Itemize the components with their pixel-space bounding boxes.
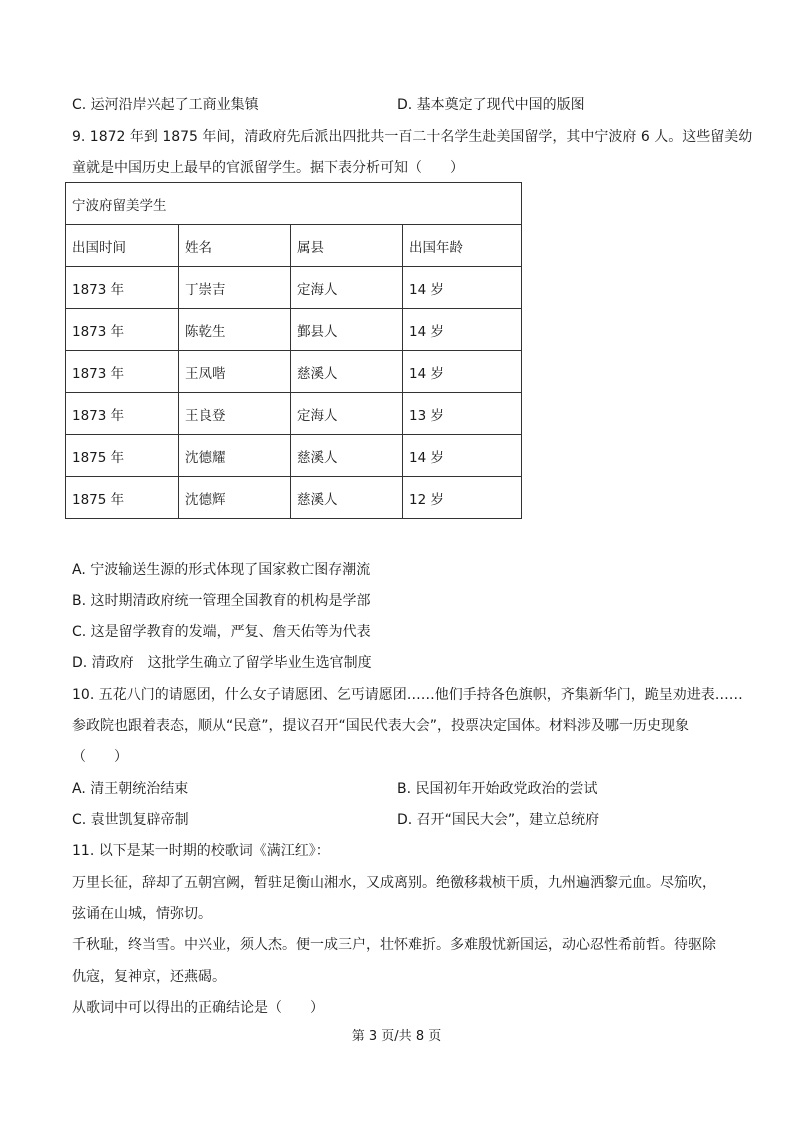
table-cell: 14 岁 xyxy=(403,267,522,309)
table-cell: 王良登 xyxy=(179,393,291,435)
table-cell: 1873 年 xyxy=(66,309,179,351)
table-title-row xyxy=(66,183,522,225)
table-cell: 沈德耀 xyxy=(179,435,291,477)
table-cell: 慈溪人 xyxy=(291,477,403,519)
q10-stem-line1: 10. 五花八门的请愿团，什么女子请愿团、乞丐请愿团……他们手持各色旗帜，齐集新华门，跪呈劝进表…… xyxy=(72,687,743,703)
q11-question: 从歌词中可以得出的正确结论是（ ） xyxy=(72,1000,324,1016)
header-cell: 出国时间 xyxy=(66,225,179,267)
table-row xyxy=(66,351,522,393)
table-cell: 定海人 xyxy=(291,267,403,309)
students-table xyxy=(65,182,522,519)
table-cell: 1873 年 xyxy=(66,267,179,309)
option-c-prev: C. 运河沿岸兴起了工商业集镇 xyxy=(72,97,259,113)
q10-stem-line2: 参政院也跟着表态，顺从“民意”，提议召开“国民代表大会”，投票决定国体。材料涉及哪一历史现象 xyxy=(72,718,690,734)
q11-lyric-line3: 千秋耻，终当雪。中兴业，须人杰。便一成三户，壮怀难折。多难殷忧新国运，动心忍性希前哲。待驱除 xyxy=(72,937,716,953)
table-row xyxy=(66,309,522,351)
table-cell: 14 岁 xyxy=(403,351,522,393)
header-cell: 姓名 xyxy=(179,225,291,267)
q11-stem: 11. 以下是某一时期的校歌词《满江红》： xyxy=(72,843,330,859)
q11-lyric-line1: 万里长征，辞却了五朝宫阙，暂驻足衡山湘水，又成离别。绝徼移栽桢干质，九州遍洒黎元血。尽笳吹， xyxy=(72,875,716,891)
table-cell: 沈德辉 xyxy=(179,477,291,519)
option-d-prev: D. 基本奠定了现代中国的版图 xyxy=(397,97,585,113)
table-header-row xyxy=(66,225,522,267)
q10-option-a: A. 清王朝统治结束 xyxy=(72,781,189,797)
table-row xyxy=(66,477,522,519)
q10-stem-line3: （ ） xyxy=(72,749,128,765)
q11-lyric-line4: 仇寇，复神京，还燕碣。 xyxy=(72,969,226,985)
table-cell: 1873 年 xyxy=(66,393,179,435)
table-row xyxy=(66,435,522,477)
table-cell: 定海人 xyxy=(291,393,403,435)
q10-option-d: D. 召开“国民大会”，建立总统府 xyxy=(397,812,600,828)
q9-option-a: A. 宁波输送生源的形式体现了国家救亡图存潮流 xyxy=(72,562,371,578)
table-cell: 14 岁 xyxy=(403,309,522,351)
q10-option-b: B. 民国初年开始政党政治的尝试 xyxy=(397,781,598,797)
table-cell: 陈乾生 xyxy=(179,309,291,351)
header-cell: 属县 xyxy=(291,225,403,267)
table-cell: 慈溪人 xyxy=(291,435,403,477)
q9-option-b: B. 这时期清政府统一管理全国教育的机构是学部 xyxy=(72,593,371,609)
header-cell: 出国年龄 xyxy=(403,225,522,267)
q9-option-c: C. 这是留学教育的发端，严复、詹天佑等为代表 xyxy=(72,624,371,640)
q11-lyric-line2: 弦诵在山城，情弥切。 xyxy=(72,906,212,922)
table-row xyxy=(66,393,522,435)
table-cell: 慈溪人 xyxy=(291,351,403,393)
table-cell: 12 岁 xyxy=(403,477,522,519)
table-cell: 王凤喈 xyxy=(179,351,291,393)
q9-stem-line2: 童就是中国历史上最早的官派留学生。据下表分析可知（ ） xyxy=(72,160,464,176)
table-title: 宁波府留美学生 xyxy=(66,183,522,225)
table-cell: 1875 年 xyxy=(66,435,179,477)
page-footer: 第 3 页/共 8 页 xyxy=(351,1029,442,1044)
q9-stem-line1: 9. 1872 年到 1875 年间，清政府先后派出四批共一百二十名学生赴美国留学，其中宁波府 6 人。这些留美幼 xyxy=(72,129,753,145)
table-cell: 1873 年 xyxy=(66,351,179,393)
table-cell: 1875 年 xyxy=(66,477,179,519)
table-cell: 14 岁 xyxy=(403,435,522,477)
table-row xyxy=(66,267,522,309)
q10-option-c: C. 袁世凯复辟帝制 xyxy=(72,812,189,828)
q9-option-d: D. 清政府 这批学生确立了留学毕业生选官制度 xyxy=(72,655,372,671)
table-cell: 鄞县人 xyxy=(291,309,403,351)
table-cell: 丁崇吉 xyxy=(179,267,291,309)
table-cell: 13 岁 xyxy=(403,393,522,435)
